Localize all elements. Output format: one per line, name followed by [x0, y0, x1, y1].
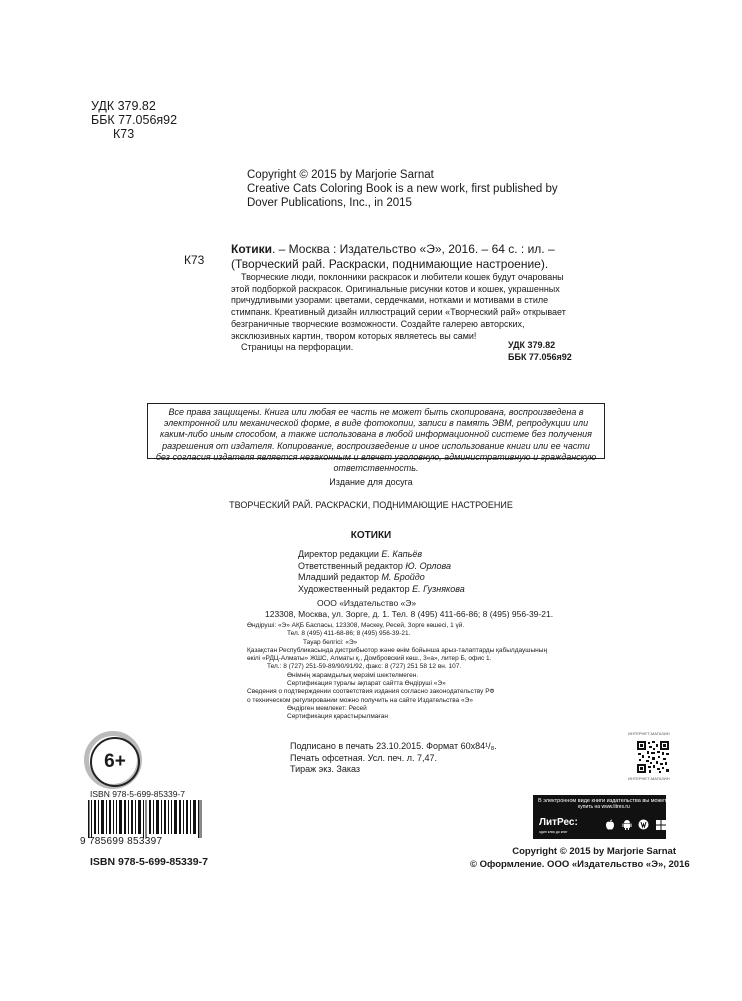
- legal-line: Тел.: 8 (727) 251-59-89/90/91/92, факс: 8 (727) 251 58 12 вн. 107.: [267, 663, 462, 671]
- print-method: Печать офсетная. Усл. печ. л. 7,47.: [290, 752, 437, 763]
- staff-line: [298, 584, 465, 596]
- isbn-bold: ISBN 978-5-699-85339-7: [90, 856, 208, 868]
- copyright-line-3: Dover Publications, Inc., in 2015: [247, 197, 412, 209]
- udk-code-right: УДК 379.82: [508, 340, 556, 350]
- book-title: КОТИКИ: [350, 530, 392, 541]
- annotation-text: Творческие люди, поклонники раскрасок и любители кошек будут очарованы этой подборкой раскрасок. Оригинальные рисунки котов и кошек, украшенных причудливыми узорами: цветами, сердечками, нотками и мотивами в стиле стимпанк. Креативный дизайн иллюстраций серии «Творческий рай» открывает безграничные творческие возможности. Создайте галерею авторских, эксклюзивных картин, твором которых являетесь вы сами!: [231, 272, 566, 341]
- staff-role: Художественный редактор: [298, 583, 413, 594]
- copyright-bottom-line-1: Copyright © 2015 by Marjorie Sarnat: [512, 846, 676, 857]
- edition-type: Издание для досуга: [329, 477, 413, 487]
- android-icon: [621, 819, 632, 830]
- legal-line: Өнімнің жарамдылық мерзімі шектелмеген.: [287, 671, 419, 679]
- windows-phone-icon: [638, 819, 649, 830]
- litres-text: В электронном виде книги издательства вы можете: [538, 798, 670, 804]
- barcode-digits: 9 785699 853397: [80, 836, 163, 847]
- legal-line: өкілі «РДЦ-Алматы» ЖШС, Алматы қ., Домбровский көш., 3«а», литер Б, офис 1.: [247, 655, 492, 663]
- legal-line: Сертификация қарастырылмаған: [287, 713, 388, 721]
- publisher-address: 123308, Москва, ул. Зорге, д. 1. Тел. 8 (495) 411-66-86; 8 (495) 956-39-21.: [265, 609, 554, 619]
- litres-logo: ЛитРес:: [539, 817, 578, 828]
- staff-name: Е. Капьёв: [381, 549, 423, 559]
- litres-url: купить на www.litres.ru: [578, 804, 630, 810]
- legal-info: [247, 622, 547, 722]
- staff-name: М. Бройдо: [381, 572, 425, 582]
- staff-role: Младший редактор: [298, 572, 382, 582]
- print-run: Тираж экз. Заказ: [290, 764, 361, 774]
- signed-to-print: Подписано в печать 23.10.2015. Формат 60x84¹/₈.: [290, 741, 497, 751]
- staff-name: Ю. Орлова: [405, 560, 452, 571]
- apple-icon: [604, 819, 615, 830]
- qr-caption: ИНТЕРНЕТ-МАГАЗИН: [628, 731, 670, 736]
- series-title: ТВОРЧЕСКИЙ РАЙ. РАСКРАСКИ, ПОДНИМАЮЩИЕ НАСТРОЕНИЕ: [229, 500, 513, 510]
- legal-line: Сертификация туралы ақпарат сайтта Өндіруші «Э»: [287, 680, 446, 688]
- legal-line: Тел. 8 (495) 411-68-86; 8 (495) 956-39-21.: [287, 630, 411, 638]
- windows-icon: [655, 819, 666, 830]
- print-info: [290, 741, 497, 776]
- age-rating-badge: [90, 737, 140, 787]
- litres-banner: [533, 795, 670, 839]
- staff-role: Ответственный редактор: [298, 560, 406, 571]
- staff-line: [298, 572, 465, 584]
- qr-caption: ИНТЕРНЕТ-МАГАЗИН: [628, 776, 670, 781]
- qr-code-icon: [637, 741, 669, 773]
- legal-line: Тауар белгісі: «Э»: [303, 638, 358, 646]
- annotation-perforation: Страницы на перфорации.: [241, 342, 354, 353]
- publisher-block: [265, 598, 553, 620]
- platform-icons: [604, 819, 666, 830]
- bbk-code: ББК 77.056я92: [91, 113, 178, 127]
- author-sign: К73: [113, 127, 135, 141]
- rights-notice-box: [147, 403, 605, 474]
- staff-role: Директор редакции: [298, 549, 382, 559]
- bbk-code-right: ББК 77.056я92: [508, 351, 572, 362]
- legal-line: Сведения о подтверждении соответствия издания согласно законодательству РФ: [247, 688, 495, 696]
- litres-slogan: один клик до книг: [539, 830, 568, 834]
- legal-line: Өндірген мемлекет: Ресей: [287, 704, 367, 712]
- age-rating-value: 6+: [104, 751, 126, 772]
- publisher-name: ООО «Издательство «Э»: [317, 598, 417, 608]
- editorial-staff: [298, 549, 465, 595]
- staff-name: Е. Гузнякова: [412, 583, 465, 594]
- barcode-icon: [88, 800, 202, 838]
- bibliographic-record: [231, 242, 591, 272]
- udk-code: УДК 379.82: [91, 99, 156, 113]
- legal-line: о техническом регулировании можно получить на сайте Издательства «Э»: [247, 696, 473, 704]
- udk-right-block: [508, 340, 572, 363]
- rights-notice-text: Все права защищены. Книга или любая ее часть не может быть скопирована, воспроизведена в электронной или механической форме, в виде фотокопии, записи в память ЭВМ, репродукции или каким-либо иным способом, а также использована в любой информационной системе без получения разрешения от издателя. Копирование, воспроизведение и иное использование книги или ее части без согласия издателя является незаконным и влечет уголовную, административную и гражданскую ответственность.: [155, 407, 597, 474]
- bib-side-code: К73: [184, 253, 205, 267]
- copyright-line-1: Copyright © 2015 by Marjorie Sarnat: [247, 169, 434, 181]
- udk-top-block: [91, 99, 177, 141]
- copyright-bottom-line-2: © Оформление. ООО «Издательство «Э», 2016: [470, 859, 690, 870]
- isbn-small: ISBN 978-5-699-85339-7: [90, 789, 185, 799]
- staff-line: [298, 549, 465, 561]
- legal-line: Қазақстан Республикасында дистрибьютор және өнім бойынша арыз-талаптарды қабылдаушының: [247, 646, 548, 654]
- staff-line: [298, 561, 465, 573]
- bib-title: Котики: [231, 242, 272, 256]
- copyright-original: [247, 168, 558, 210]
- bib-details: . – Москва : Издательство «Э», 2016. – 64 с. : ил. – (Творческий рай. Раскраски, поднимающие настроение).: [231, 242, 555, 271]
- copyright-bottom: [470, 845, 690, 871]
- copyright-line-2: Creative Cats Coloring Book is a new work, first published by: [247, 183, 558, 195]
- legal-line: Өндіруші: «Э» АҚБ Баспасы, 123308, Мәскеу, Ресей, Зорге көшесі, 1 үй.: [247, 622, 465, 629]
